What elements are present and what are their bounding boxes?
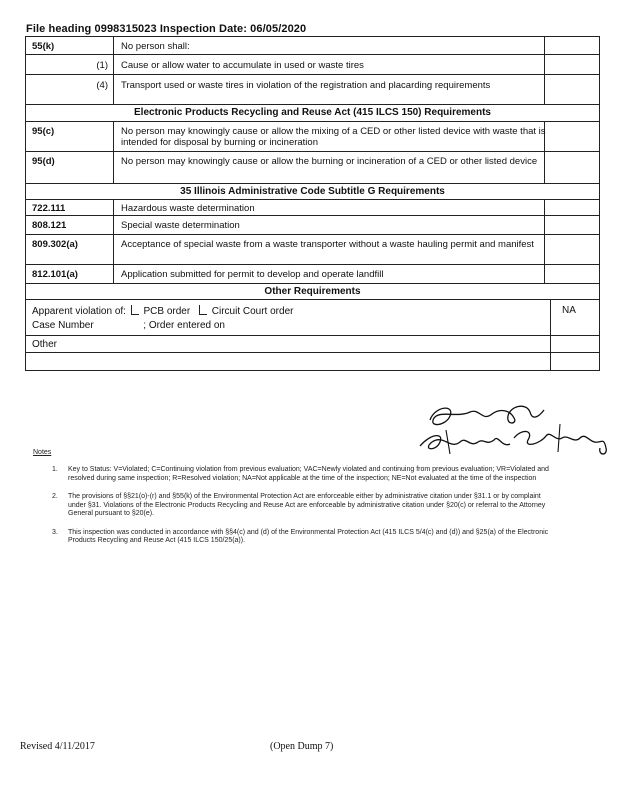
requirements-table (25, 36, 600, 371)
table-row (26, 200, 599, 216)
file-heading: File heading 0998315023 Inspection Date: 06/05/2020 (26, 23, 307, 35)
requirement-code: 95(c) (32, 126, 55, 137)
inspector-signature (410, 398, 610, 460)
apparent-violation-label: Apparent violation of: (32, 306, 126, 317)
table-row (26, 75, 599, 105)
note-text: This inspection was conducted in accordance with §§4(c) and (d) of the Environmental Protection Act (415 ILCS 5/4(c) and (d)) and §25(a) of the Electronic Products Recycling and Reuse Act (415 ILCS 150/25(a)). (68, 528, 549, 544)
requirement-subcode: (4) (96, 80, 108, 91)
note-number: 1. (52, 466, 58, 473)
note-text: The provisions of §§21(o)-(r) and §55(k) of the Environmental Protection Act are enforceable either by administrative citation under §31.1 or by complaint under §31. Violations of the Electronic Products Recycling and Reuse Act are enforceable by administrative citation under §20(c) or referral to the Attorney General pursuant to §20(e). (68, 493, 546, 517)
requirement-code: 722.111 (32, 203, 66, 214)
requirement-text: No person shall: (121, 41, 190, 52)
order-entered-label: ; Order entered on (143, 320, 225, 331)
section-title: Other Requirements (26, 284, 599, 300)
requirement-code: 809.302(a) (32, 239, 78, 250)
requirement-code: 95(d) (32, 156, 55, 167)
note-text: Key to Status: V=Violated; C=Continuing violation from previous evaluation; VAC=Newly violated and continuing from previous evaluation; VR=Violated and resolved during same inspection; R=Resolved violation; NA=Not applicable at the time of the inspection; NE=Not evaluated at the time of the inspection (68, 466, 549, 482)
requirement-text: Acceptance of special waste from a waste transporter without a waste hauling permit and manifest (121, 239, 534, 250)
note-number: 2. (52, 493, 58, 500)
other-label: Other (32, 339, 58, 350)
requirement-code: 812.101(a) (32, 269, 78, 280)
table-row (26, 235, 599, 265)
status-value: NA (562, 305, 576, 316)
table-row (26, 122, 599, 152)
table-row (26, 265, 599, 284)
requirement-text: Special waste determination (121, 220, 240, 231)
table-row (26, 152, 599, 184)
requirement-code: 808.121 (32, 220, 67, 231)
table-row (26, 37, 599, 55)
notes-label: Notes (33, 449, 52, 456)
requirement-text: Transport used or waste tires in violation of the registration and placarding requirements (121, 80, 491, 91)
circuit-court-checkbox[interactable] (199, 305, 207, 315)
requirement-text: No person may knowingly cause or allow the burning or incineration of a CED or other listed device (121, 156, 538, 167)
list-item (52, 493, 552, 519)
requirement-text: Application submitted for permit to develop and operate landfill (121, 269, 384, 280)
notes-list (52, 466, 552, 546)
table-row (26, 353, 599, 371)
pcb-order-label: PCB order (143, 306, 191, 317)
requirement-code: 55(k) (32, 41, 55, 52)
section-title: 35 Illinois Administrative Code Subtitle G Requirements (26, 184, 599, 200)
note-number: 3. (52, 528, 58, 536)
table-row (26, 336, 599, 353)
circuit-court-label: Circuit Court order (211, 306, 294, 317)
table-row (26, 216, 599, 235)
list-item (52, 466, 552, 483)
requirement-text: Hazardous waste determination (121, 203, 255, 214)
form-name: (Open Dump 7) (270, 741, 334, 752)
section-title: Electronic Products Recycling and Reuse Act (415 ILCS 150) Requirements (26, 105, 599, 122)
requirement-text: No person may knowingly cause or allow the mixing of a CED or other listed device with waste that is intended for disposal by burning or incineration (121, 126, 546, 148)
table-row (26, 55, 599, 75)
requirement-subcode: (1) (96, 60, 108, 71)
revised-date: Revised 4/11/2017 (20, 741, 95, 752)
pcb-order-checkbox[interactable] (131, 305, 139, 315)
list-item (52, 529, 552, 546)
case-number-line (32, 320, 225, 331)
requirement-text: Cause or allow water to accumulate in used or waste tires (121, 60, 364, 71)
table-row (26, 300, 599, 336)
case-number-label: Case Number (32, 320, 94, 331)
apparent-violation-line (32, 305, 293, 317)
